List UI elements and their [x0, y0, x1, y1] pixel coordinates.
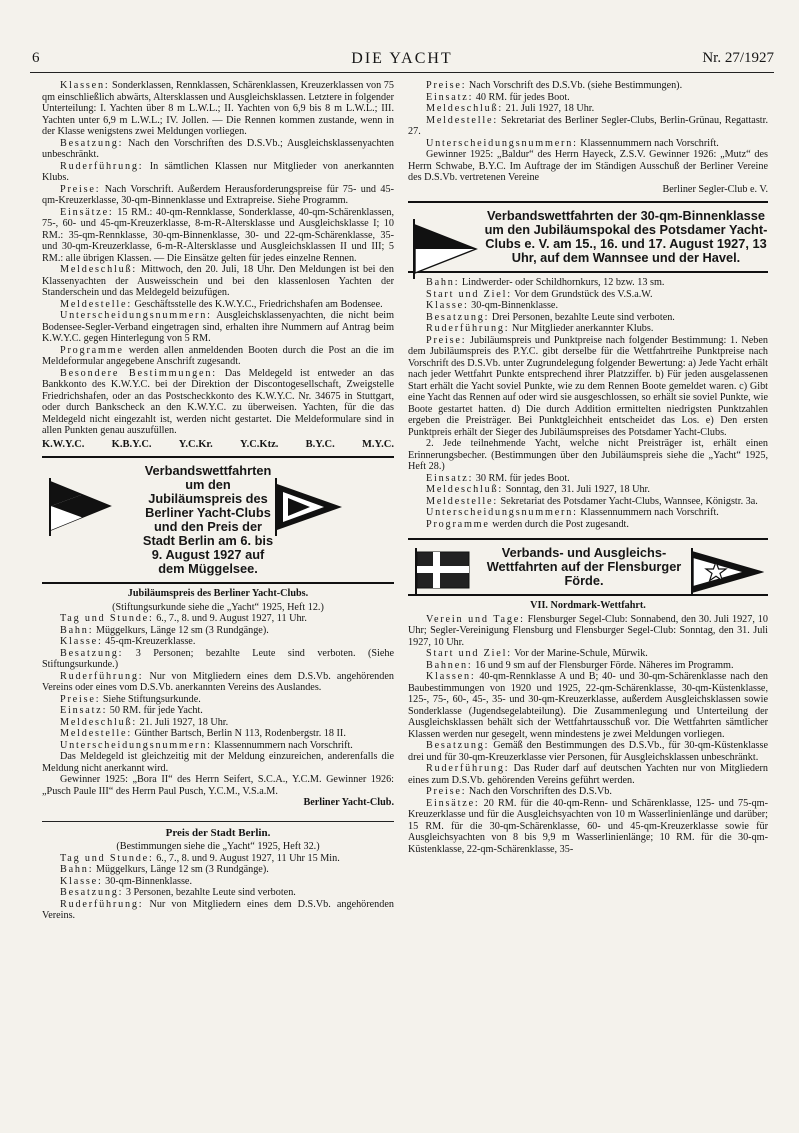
potsdam-announcement-box — [408, 201, 768, 273]
field-text: Müggelkurs, Länge 12 sm (3 Rundgänge). — [93, 624, 269, 636]
paragraph — [408, 289, 768, 301]
paragraph — [42, 310, 394, 345]
field-label: Besatzung: — [60, 887, 124, 898]
star-pennant-icon — [690, 548, 764, 596]
paragraph — [42, 864, 394, 876]
field-label: Ruderführung: — [60, 898, 144, 910]
paragraph — [42, 887, 394, 899]
field-label: Ruderführung: — [60, 160, 144, 172]
field-text: Gewinner 1925: „Baldur“ des Herrn Hayeck, Z.S.V. Gewinner 1926: „Mutz“ des Herrn Schwabe, B.Y.C. Im Auftrage der im Ständigen Ausschuß der Berliner Vereine des D.S.Vb. vertretenen Vereine — [408, 149, 768, 183]
paragraph — [408, 335, 768, 439]
field-label: Einsatz: — [426, 472, 474, 484]
left-column — [42, 80, 394, 922]
paragraph — [42, 138, 394, 161]
field-label: Ruderführung: — [426, 763, 510, 774]
jubilaeumspreis-heading: Jubiläumspreis des Berliner Yacht-Clubs. — [127, 588, 309, 599]
paragraph — [408, 671, 768, 740]
paragraph — [408, 660, 768, 672]
field-text: 50 RM. für jede Yacht. — [107, 705, 203, 716]
field-text: Ausgleichsklassenyachten, die nicht beim Bodensee-Segler-Verband eingetragen sind, erhalten ihre Nummern auf Antrag beim K.W.Y.C. gegen Hinterlegung von 5 RM. — [42, 310, 394, 344]
preis-stadt-berlin-details — [42, 853, 394, 922]
field-label: Meldestelle: — [60, 298, 132, 310]
field-label: Meldeschluß: — [426, 103, 504, 114]
club-abbreviation: Y.C.Kr. — [178, 438, 213, 450]
club-abbreviation: K.B.Y.C. — [111, 438, 152, 450]
paragraph — [408, 507, 768, 519]
field-text: 21. Juli 1927, 18 Uhr. — [503, 103, 595, 114]
paragraph — [42, 207, 394, 265]
paragraph — [42, 161, 394, 184]
field-text: Drei Personen, bezahlte Leute sind verboten. — [489, 311, 675, 323]
field-label: Programme — [426, 518, 490, 530]
field-text: werden durch die Post zugesandt. — [489, 518, 629, 530]
potsdam-pennant-icon — [412, 219, 478, 279]
paragraph — [42, 625, 394, 637]
field-label: Preise: — [426, 334, 467, 346]
paragraph — [408, 763, 768, 786]
berliner-segler-club-section — [408, 80, 768, 184]
paragraph — [42, 345, 394, 368]
field-text: Das Meldegeld ist entweder an das Bankkonto des K.W.Y.C. bei der Direktion der Discontogesellschaft, Zweigstelle Friedrichshafen, oder an das Postscheckkonto des K.W.Y.C. Nr. 34675 in Stuttgart, oder durch Bankscheck an den K.W.Y.C. zu überweisen. Yachten, für die das Meldegeld nicht eingezahlt ist, werden nicht gestartet. Die Meldeformulare sind in allen Punkten genau auszufüllen. — [42, 367, 395, 436]
field-label: Meldestelle: — [60, 728, 132, 739]
paragraph — [42, 264, 394, 299]
field-label: Einsatz: — [60, 705, 108, 716]
field-text: Sekretariat des Berliner Segler-Clubs, Berlin-Grünau, Regattastr. 27. — [408, 114, 768, 137]
field-label: Besatzung: — [426, 740, 490, 751]
paragraph — [42, 368, 394, 437]
field-label: Unterscheidungsnummern: — [426, 507, 578, 518]
field-text: 21. Juli 1927, 18 Uhr. — [137, 716, 229, 728]
field-text: Klassennummern nach Vorschrift. — [577, 507, 719, 518]
paragraph — [408, 300, 768, 312]
field-label: Bahn: — [426, 277, 460, 288]
field-label: Meldestelle: — [426, 114, 498, 126]
berliner-yacht-club-signature: Berliner Yacht-Club. — [303, 797, 394, 808]
field-text: 30-qm-Binnenklasse. — [468, 300, 559, 311]
field-text: 40 RM. für jedes Boot. — [473, 91, 570, 103]
field-label: Einsätze: — [426, 797, 480, 809]
paragraph — [42, 636, 394, 648]
field-text: Gemäß den Bestimmungen des D.S.Vb., für 30-qm-Küstenklasse drei und für 30-qm-Kreuzerklasse vier Personen, für Ausgleichsklassen unbeschränkt. — [408, 740, 768, 763]
paragraph — [408, 80, 768, 92]
paragraph — [408, 496, 768, 508]
nordmark-details — [408, 614, 768, 856]
paragraph — [42, 671, 394, 694]
field-text: 30 RM. für jedes Boot. — [473, 472, 570, 484]
preis-stadt-berlin-subtitle: (Bestimmungen siehe die „Yacht“ 1925, Heft 32.) — [116, 841, 320, 852]
flensburg-box-title: Verbands- und Ausgleichs-Wettfahrten auf der Flensburger Förde. — [486, 545, 682, 588]
field-label: Klassen: — [60, 80, 110, 91]
page-number: 6 — [32, 50, 40, 66]
field-label: Unterscheidungsnummern: — [60, 310, 212, 321]
field-text: Siehe Stiftungsurkunde. — [100, 693, 201, 705]
field-text: 2. Jede teilnehmende Yacht, welche nicht Preisträger ist, erhält einen Erinnerungsbecher. (Bestimmungen über den Jubiläumspreis siehe die „Yacht“ 1925, Heft 28.) — [408, 438, 768, 472]
field-text: Klassennummern nach Vorschrift. — [211, 739, 353, 751]
header-rule — [30, 72, 774, 73]
potsdam-box-title: Verbandswettfahrten der 30-qm-Binnenklasse um den Jubiläumspokal des Potsdamer Yacht-Clubs e. V. am 15., 16. und 17. August 1927, 13 Uhr, auf dem Wannsee und der Havel. — [484, 208, 768, 265]
field-label: Preise: — [426, 786, 467, 797]
field-label: Start und Ziel: — [426, 648, 512, 659]
jubilaeumspreis-details — [42, 613, 394, 797]
field-label: Besatzung: — [60, 647, 124, 659]
field-label: Programme — [60, 344, 124, 356]
field-label: Unterscheidungsnummern: — [60, 739, 212, 751]
paragraph — [42, 80, 394, 138]
club-burgee-icon — [274, 478, 344, 536]
paragraph — [42, 648, 394, 671]
paragraph — [408, 740, 768, 763]
field-text: Nur von Mitgliedern eines dem D.S.Vb. angehörenden Vereins oder eines vom D.S.Vb. anerkannten Vereins des Auslandes. — [42, 670, 394, 693]
field-text: 3 Personen; bezahlte Leute sind verboten. (Siehe Stiftungsurkunde.) — [42, 647, 394, 670]
field-text: Geschäftsstelle des K.W.Y.C., Friedrichshafen am Bodensee. — [131, 298, 383, 310]
field-label: Klasse: — [60, 875, 103, 887]
field-label: Meldeschluß: — [60, 264, 138, 275]
field-text: 6., 7., 8. und 9. August 1927, 11 Uhr 15 Min. — [153, 852, 340, 864]
berlin-announcement-box — [42, 456, 394, 584]
field-label: Besondere Bestimmungen: — [60, 367, 217, 379]
field-text: Sonntag, den 31. Juli 1927, 18 Uhr. — [503, 484, 650, 495]
paragraph — [408, 614, 768, 649]
paragraph — [42, 299, 394, 311]
paragraph — [408, 438, 768, 473]
paragraph — [42, 774, 394, 797]
field-label: Besatzung: — [60, 137, 124, 149]
right-column — [408, 80, 768, 855]
jubilaeumspreis-subtitle: (Stiftungsurkunde siehe die „Yacht“ 1925, Heft 12.) — [112, 601, 324, 613]
flensburg-announcement-box — [408, 538, 768, 596]
field-text: Nach den Vorschriften des D.S.Vb. — [466, 786, 612, 797]
field-text: Vor dem Grundstück des V.S.a.W. — [511, 288, 653, 300]
field-text: Nur von Mitgliedern eines dem D.S.Vb. angehörenden Vereins. — [42, 898, 394, 921]
field-label: Preise: — [60, 183, 101, 195]
field-label: Bahn: — [60, 624, 94, 636]
paragraph — [42, 876, 394, 888]
field-text: Flensburger Segel-Club: Sonnabend, den 30. Juli 1927, 10 Uhr; Segler-Vereinigung Flensburg und Flensburger Segel-Club: Sonntag, den 31. Juli 1927, 10 Uhr. — [408, 613, 768, 648]
field-text: Mittwoch, den 20. Juli, 18 Uhr. Den Meldungen ist bei den Klassenyachten der Ausweisschein und bei den klassenlosen Yachten der Standerschein und das Meldegeld beizufügen. — [42, 264, 394, 298]
paragraph — [408, 138, 768, 150]
field-text: Nach den Vorschriften des D.S.Vb.; Ausgleichsklassenyachten unbeschränkt. — [42, 137, 394, 160]
field-text: werden allen anmeldenden Booten durch die Post an die im Meldeformular angegebene Anschrift zugesandt. — [42, 344, 394, 367]
field-text: 3 Personen, bezahlte Leute sind verboten. — [123, 887, 296, 898]
paragraph — [42, 613, 394, 625]
field-label: Ruderführung: — [426, 323, 510, 334]
field-text: Gewinner 1925: „Bora II“ des Herrn Seifert, S.C.A., Y.C.M. Gewinner 1926: „Pusch Paule III“ des Herrn Paul Pusch, Y.C.M., V.S.a.M. — [42, 774, 394, 797]
club-abbreviation: M.Y.C. — [361, 438, 394, 450]
paragraph — [408, 648, 768, 660]
field-label: Verein und Tage: — [426, 613, 525, 625]
field-text: Nach Vorschrift. Außerdem Herausforderungspreise für 75- und 45-qm-Kreuzerklasse, 30-qm-Binnenklasse und Extrapreise. Siehe Programm. — [42, 183, 394, 206]
field-text: Lindwerder- oder Schildhornkurs, 12 bzw. 13 sm. — [459, 277, 665, 288]
field-text: 16 und 9 sm auf der Flensburger Förde. Näheres im Programm. — [472, 659, 734, 671]
field-label: Meldestelle: — [426, 495, 498, 507]
potsdam-details — [408, 277, 768, 530]
paragraph — [408, 473, 768, 485]
field-label: Preise: — [60, 693, 101, 705]
paragraph — [408, 786, 768, 798]
paragraph — [42, 728, 394, 740]
field-text: Jubiläumspreis und Punktpreise nach folgender Bestimmung: 1. Neben dem Jubiläumspreis des P.Y.C. gibt derselbe für die Wettfahrtreihe Punktpreise nach Vorschrift des D.S.Vb. unter Zugrundelegung folgender Bewertung: a) Jede Yacht erhält nach jeder Wettfahrt Punkte entsprechend ihrer Platzziffer. b) Für jeden ausgelassenen Start erhält die Yacht soviel Punkte, wie zu dem Rennen Boote gemeldet waren. c) Gibt eine Yacht das Rennen auf oder wird sie ausgeschlossen, so erhält sie soviel Punkte, wie Boote gestartet hatten. d) Die durch Addition ermittelten niedrigsten Punktzahlen ergeben die Preisträger. Bei Punktgleichheit entscheidet das Los. e) Den ersten Punktpreis erhält der Sieger des Jubiläumspreises des Potsdamer Yacht-Clubs. — [408, 334, 768, 438]
paragraph — [408, 115, 768, 138]
paragraph — [408, 149, 768, 184]
club-abbreviation: B.Y.C. — [305, 438, 335, 450]
field-label: Ruderführung: — [60, 670, 144, 682]
paragraph — [408, 484, 768, 496]
field-text: Sekretariat des Potsdamer Yacht-Clubs, Wannsee, Königstr. 3a. — [497, 495, 758, 507]
field-text: 45-qm-Kreuzerklasse. — [102, 636, 196, 647]
paragraph — [42, 694, 394, 706]
field-text: 40-qm-Rennklasse A und B; 40- und 30-qm-Schärenklasse nach den Baubestimmungen von 1920 und 1925, 22-qm-Schärenklasse, 30-qm-Küstenklasse, 125-, 75-, 60-, 45-, 35- und 30-qm-Kreuzerklasse, außerdem Ausgleichsklassen sowie Sonderklasse (Jugendsegelabteilung). Die Zusammenlegung und Unterteilung der Ausgleichsklassen behält sich der Wettfahrtausschuß vor. Die Wettfahrten sämtlicher Klassen werden nur gesegelt, wenn mindestens je zwei Meldungen vorliegen. — [408, 671, 768, 740]
field-text: Müggelkurs, Länge 12 sm (3 Rundgänge). — [93, 864, 269, 875]
nordmark-heading: VII. Nordmark-Wettfahrt. — [530, 600, 646, 611]
paragraph — [42, 751, 394, 774]
field-text: Das Meldegeld ist gleichzeitig mit der Meldung einzureichen, anderenfalls die Meldung nicht anerkannt wird. — [42, 751, 394, 774]
paragraph — [408, 92, 768, 104]
paragraph — [42, 740, 394, 752]
pennant-flag-icon — [48, 478, 112, 536]
paragraph — [42, 899, 394, 922]
field-label: Preise: — [426, 80, 467, 91]
field-label: Bahnen: — [426, 659, 473, 671]
club-list — [42, 439, 394, 451]
paragraph — [42, 717, 394, 729]
page-header — [30, 50, 774, 72]
berliner-segler-club-signature: Berliner Segler-Club e. V. — [662, 183, 768, 195]
field-text: Das Ruder darf auf deutschen Yachten nur von Mitgliedern eines zum D.S.Vb. gehörenden Vereins geführt werden. — [408, 763, 768, 786]
field-label: Klasse: — [60, 636, 103, 647]
field-label: Bahn: — [60, 864, 94, 875]
field-text: Klassennummern nach Vorschrift. — [577, 137, 719, 149]
berlin-box-title: Verbandswettfahrten um den Jubiläumspreis des Berliner Yacht-Clubs und den Preis der Stadt Berlin am 6. bis 9. August 1927 auf dem Müggelsee. — [142, 463, 274, 576]
issue-number: Nr. 27/1927 — [702, 50, 774, 66]
field-label: Einsätze: — [60, 206, 114, 218]
cross-flag-icon — [414, 548, 472, 596]
paragraph — [42, 853, 394, 865]
paragraph — [408, 519, 768, 531]
paragraph — [408, 323, 768, 335]
field-label: Tag und Stunde: — [60, 852, 154, 864]
field-label: Meldeschluß: — [426, 484, 504, 495]
field-label: Tag und Stunde: — [60, 613, 154, 624]
field-text: 20 RM. für die 40-qm-Renn- und Schärenklasse, 125- und 75-qm-Kreuzerklasse und für die Ausgleichsyachten von 10 m Wasserlinienlänge und darüber; 15 RM. für die 30-qm-Schärenklasse, 60- und 45-qm-Kreuzerklasse sowie für Ausgleichsyachten von 8 bis 9,9 m Wasserlinienlänge; 10 RM. für die 30-qm-Küstenklasse, 22-qm-Schärenklasse, 35- — [408, 797, 768, 855]
field-text: Günther Bartsch, Berlin N 113, Rodenbergstr. 18 II. — [131, 728, 346, 739]
field-label: Meldeschluß: — [60, 716, 138, 728]
paragraph — [408, 103, 768, 115]
intro-section — [42, 80, 394, 437]
paragraph — [408, 312, 768, 324]
field-text: Nur Mitglieder anerkannter Klubs. — [509, 323, 654, 334]
paragraph — [408, 798, 768, 856]
club-abbreviation: Y.C.Ktz. — [239, 438, 279, 450]
paragraph — [42, 705, 394, 717]
field-label: Unterscheidungsnummern: — [426, 137, 578, 149]
field-label: Start und Ziel: — [426, 288, 512, 300]
field-label: Einsatz: — [426, 91, 474, 103]
field-text: 30-qm-Binnenklasse. — [102, 875, 193, 887]
preis-stadt-berlin-heading: Preis der Stadt Berlin. — [42, 821, 394, 840]
field-label: Besatzung: — [426, 311, 490, 323]
field-text: Vor der Marine-Schule, Mürwik. — [511, 648, 648, 659]
field-text: 15 RM.: 40-qm-Rennklasse, Sonderklasse, 40-qm-Schärenklassen, 75-, 60- und 45-qm-Kreuzerklasse, 8-m-R-Altersklasse und Ausgleichsklasse I; 10 RM.: 35-qm-Rennklasse, 30-qm-Binnenklasse, 30- und 22-qm-Schärenklasse, 35- und 30-qm-Kreuzerklasse, 6-m-R-Altersklasse und Ausgleichsklassen II und III; 5 RM.: alle übrigen Klassen. — Die Einsätze gelten für jedes einzelne Rennen. — [42, 206, 394, 264]
field-text: 6., 7., 8. und 9. August 1927, 11 Uhr. — [153, 613, 307, 624]
field-label: Klassen: — [426, 671, 476, 682]
field-text: In sämtlichen Klassen nur Mitglieder von anerkannten Klubs. — [42, 160, 394, 183]
field-text: Sonderklassen, Rennklassen, Schärenklassen, Kreuzerklassen von 75 qm einschließlich abwärts, Altersklassen und Ausgleichsklassen. Letztere in folgender Unterteilung: I. Yachten über 8 m L.W.L.; II. Yachten von 6,9 bis 8 m L.W.L.; III. Yachten unter 6,9 m L.W.L.; IV. Jollen. — Die Rennen kommen zustande, wenn in der Klasse wenigstens zwei Meldungen vorliegen. — [42, 80, 394, 137]
club-abbreviation: K.W.Y.C. — [42, 438, 85, 450]
field-label: Klasse: — [426, 300, 469, 311]
field-text: Nach Vorschrift des D.S.Vb. (siehe Bestimmungen). — [466, 80, 683, 91]
paragraph — [42, 184, 394, 207]
magazine-title: DIE YACHT — [351, 50, 453, 67]
